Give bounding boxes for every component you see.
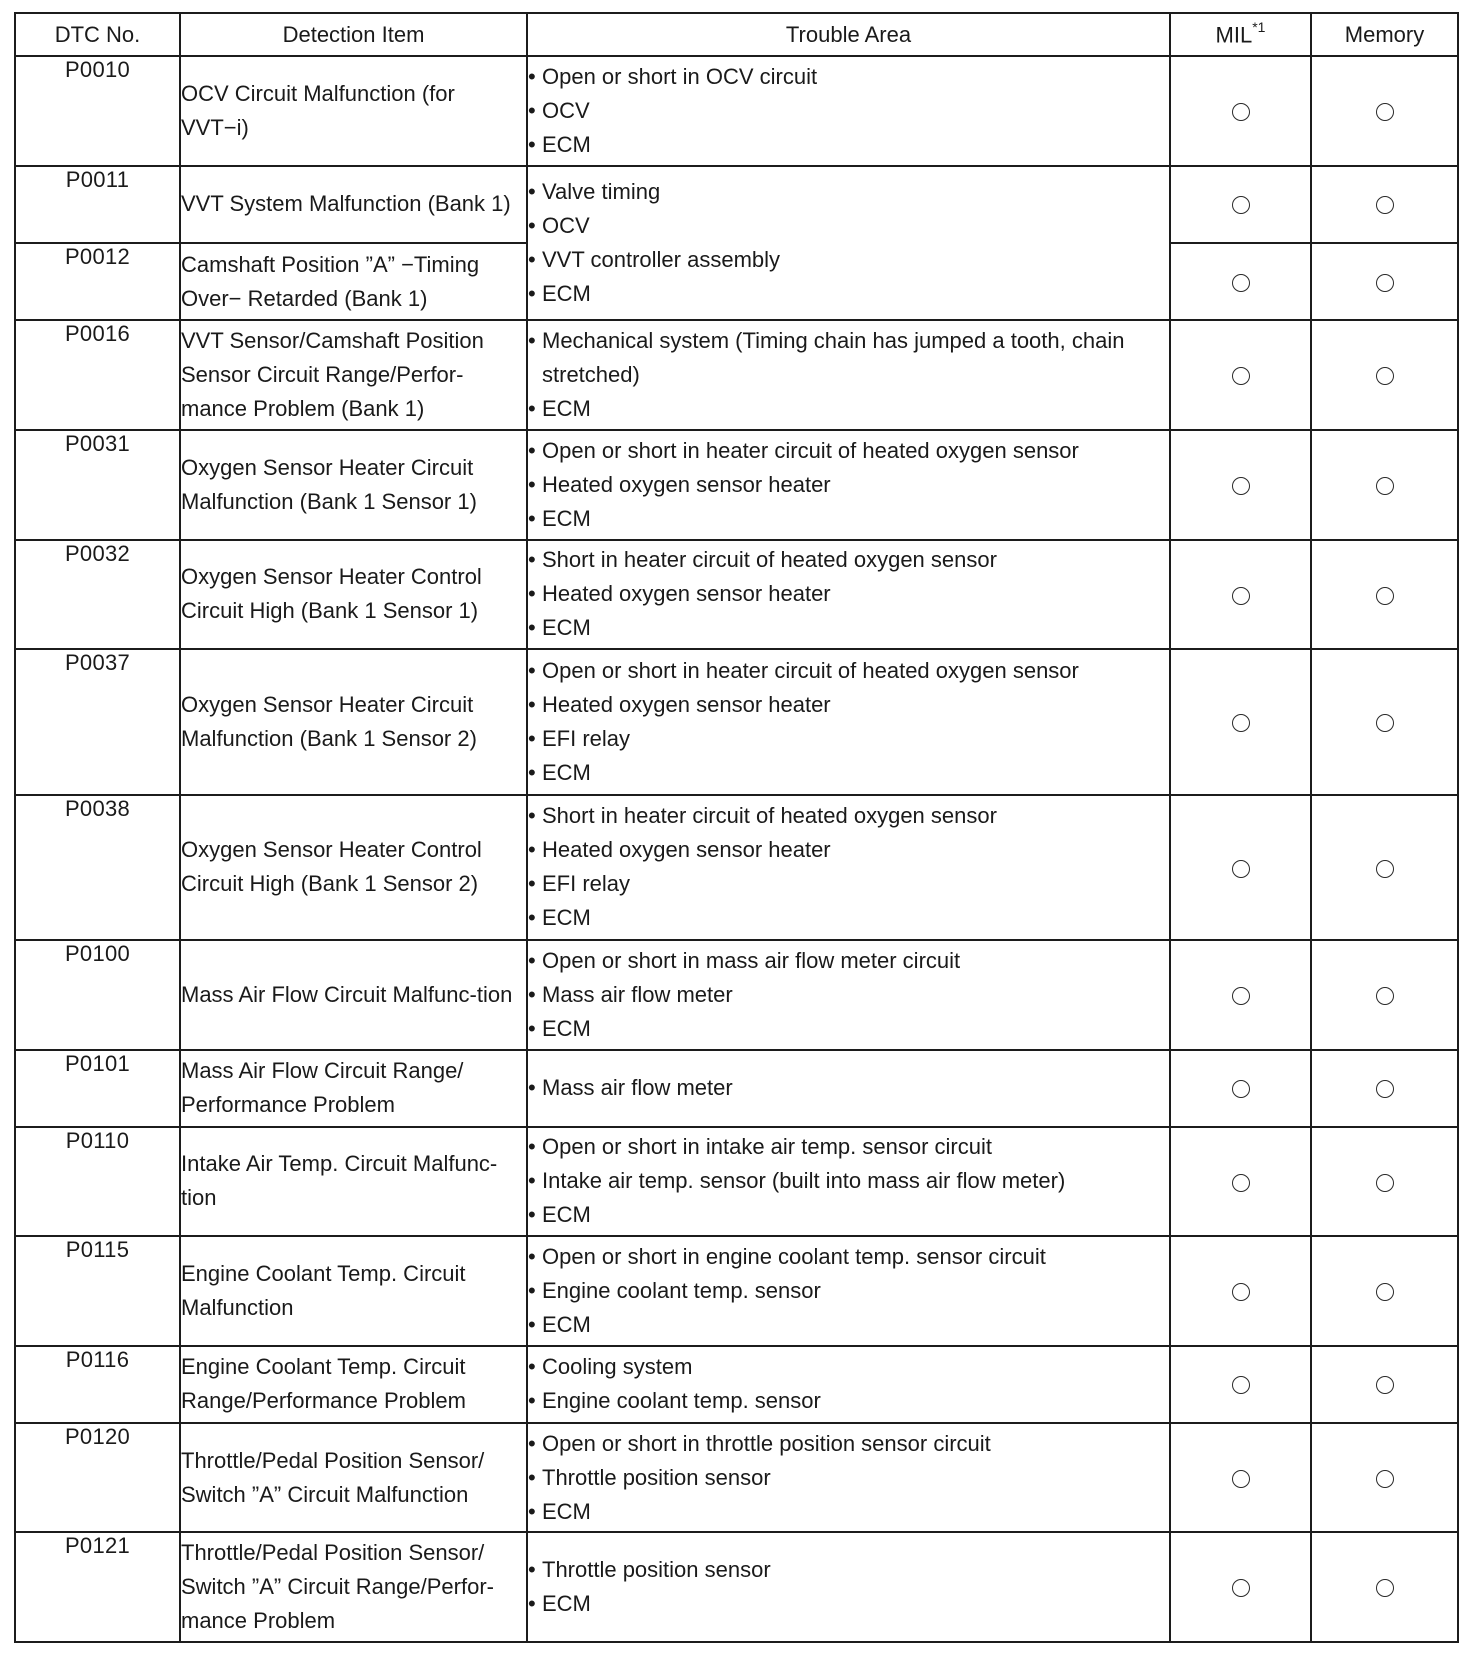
dtc-code: P0016 [15,320,180,430]
list-item: • ECM [528,1198,1169,1232]
detection-item: Camshaft Position ”A” −Timing Over− Retarded (Bank 1) [180,243,527,321]
list-item: • ECM [528,502,1169,536]
memory-indicator [1311,320,1458,430]
list-item: • Open or short in heater circuit of heated oxygen sensor [528,654,1169,688]
trouble-list [528,543,1169,645]
circle-icon [1232,367,1250,385]
list-item: • Throttle position sensor [528,1553,1169,1587]
list-item: • Throttle position sensor [528,1461,1169,1495]
memory-indicator [1311,1346,1458,1423]
table-row [15,795,1458,940]
trouble-area [527,1050,1170,1127]
circle-icon [1232,477,1250,495]
trouble-list [528,1130,1169,1232]
list-item: • Open or short in throttle position sensor circuit [528,1427,1169,1461]
dtc-code: P0116 [15,1346,180,1423]
list-item: • ECM [528,1587,1169,1621]
memory-indicator [1311,940,1458,1050]
table-row [15,1532,1458,1642]
list-item: • Open or short in OCV circuit [528,60,1169,94]
dtc-code: P0110 [15,1127,180,1237]
detection-item: Oxygen Sensor Heater Control Circuit High (Bank 1 Sensor 1) [180,540,527,650]
circle-icon [1232,274,1250,292]
circle-icon [1376,1579,1394,1597]
table-row [15,56,1458,166]
circle-icon [1376,1080,1394,1098]
list-item: • ECM [528,392,1169,426]
list-item: • Engine coolant temp. sensor [528,1384,1169,1418]
table-row [15,649,1458,794]
list-item: • Mechanical system (Timing chain has jumped a tooth, chain stretched) [528,324,1169,392]
trouble-area [527,649,1170,794]
list-item: • Engine coolant temp. sensor [528,1274,1169,1308]
list-item: • ECM [528,277,1169,311]
trouble-area [527,1236,1170,1346]
mil-indicator [1170,1346,1311,1423]
table-row [15,940,1458,1050]
dtc-code: P0120 [15,1423,180,1533]
list-item: • OCV [528,94,1169,128]
circle-icon [1376,587,1394,605]
circle-icon [1376,1174,1394,1192]
list-item: • Heated oxygen sensor heater [528,468,1169,502]
trouble-list [528,1427,1169,1529]
table-row [15,1423,1458,1533]
memory-indicator [1311,795,1458,940]
list-item: • Heated oxygen sensor heater [528,688,1169,722]
detection-item: Throttle/Pedal Position Sensor/ Switch ”A” Circuit Range/Perfor-mance Problem [180,1532,527,1642]
dtc-code: P0038 [15,795,180,940]
circle-icon [1232,860,1250,878]
footnote-marker: *1 [1252,18,1266,35]
circle-icon [1376,860,1394,878]
list-item: • EFI relay [528,722,1169,756]
mil-indicator [1170,166,1311,243]
circle-icon [1232,1376,1250,1394]
list-item: • Heated oxygen sensor heater [528,833,1169,867]
dtc-code: P0012 [15,243,180,321]
circle-icon [1376,103,1394,121]
list-item: • ECM [528,128,1169,162]
table-row [15,1127,1458,1237]
detection-item: Oxygen Sensor Heater Circuit Malfunction (Bank 1 Sensor 2) [180,649,527,794]
mil-indicator [1170,56,1311,166]
list-item: • VVT controller assembly [528,243,1169,277]
mil-indicator [1170,1236,1311,1346]
mil-indicator [1170,1423,1311,1533]
trouble-list [528,175,1169,311]
circle-icon [1232,714,1250,732]
trouble-list [528,1350,1169,1418]
header-row [15,13,1458,56]
mil-indicator [1170,795,1311,940]
list-item: • Mass air flow meter [528,978,1169,1012]
trouble-list [528,1553,1169,1621]
detection-item: Engine Coolant Temp. Circuit Malfunction [180,1236,527,1346]
list-item: • Cooling system [528,1350,1169,1384]
circle-icon [1232,103,1250,121]
circle-icon [1232,1470,1250,1488]
table-row [15,540,1458,650]
circle-icon [1376,1470,1394,1488]
dtc-code: P0010 [15,56,180,166]
circle-icon [1376,1283,1394,1301]
list-item: • Valve timing [528,175,1169,209]
mil-indicator [1170,540,1311,650]
detection-item: Mass Air Flow Circuit Malfunc-tion [180,940,527,1050]
list-item: • Intake air temp. sensor (built into mass air flow meter) [528,1164,1169,1198]
circle-icon [1376,714,1394,732]
memory-indicator [1311,1050,1458,1127]
circle-icon [1376,274,1394,292]
memory-indicator [1311,430,1458,540]
memory-indicator [1311,56,1458,166]
circle-icon [1376,1376,1394,1394]
detection-item: Engine Coolant Temp. Circuit Range/Performance Problem [180,1346,527,1423]
dtc-code: P0100 [15,940,180,1050]
list-item: • EFI relay [528,867,1169,901]
mil-indicator [1170,1050,1311,1127]
table-row [15,1346,1458,1423]
dtc-code: P0037 [15,649,180,794]
circle-icon [1232,587,1250,605]
list-item: • Short in heater circuit of heated oxygen sensor [528,799,1169,833]
header-mil-label: MIL [1215,22,1253,48]
memory-indicator [1311,1532,1458,1642]
list-item: • Short in heater circuit of heated oxygen sensor [528,543,1169,577]
trouble-area [527,1346,1170,1423]
trouble-area [527,1127,1170,1237]
detection-item: Mass Air Flow Circuit Range/ Performance Problem [180,1050,527,1127]
circle-icon [1376,196,1394,214]
trouble-area [527,540,1170,650]
mil-indicator [1170,320,1311,430]
circle-icon [1232,1174,1250,1192]
list-item: • ECM [528,901,1169,935]
memory-indicator [1311,166,1458,243]
dtc-code: P0101 [15,1050,180,1127]
header-trouble-area: Trouble Area [527,13,1170,56]
detection-item: Oxygen Sensor Heater Control Circuit High (Bank 1 Sensor 2) [180,795,527,940]
trouble-list [528,324,1169,426]
header-memory: Memory [1311,13,1458,56]
list-item: • Open or short in heater circuit of heated oxygen sensor [528,434,1169,468]
memory-indicator [1311,1127,1458,1237]
detection-item: Throttle/Pedal Position Sensor/ Switch ”A” Circuit Malfunction [180,1423,527,1533]
circle-icon [1232,987,1250,1005]
trouble-area [527,430,1170,540]
detection-item: Oxygen Sensor Heater Circuit Malfunction (Bank 1 Sensor 1) [180,430,527,540]
circle-icon [1232,1579,1250,1597]
circle-icon [1232,196,1250,214]
table-row [15,1236,1458,1346]
list-item: • Heated oxygen sensor heater [528,577,1169,611]
circle-icon [1232,1080,1250,1098]
header-dtc-no: DTC No. [15,13,180,56]
circle-icon [1376,367,1394,385]
table-row [15,430,1458,540]
list-item: • Open or short in mass air flow meter circuit [528,944,1169,978]
table-row [15,166,1458,243]
mil-indicator [1170,649,1311,794]
trouble-list [528,434,1169,536]
trouble-area [527,1423,1170,1533]
trouble-list [528,944,1169,1046]
mil-indicator [1170,243,1311,321]
trouble-area [527,166,1170,321]
memory-indicator [1311,540,1458,650]
detection-item: OCV Circuit Malfunction (for VVT−i) [180,56,527,166]
dtc-code: P0032 [15,540,180,650]
mil-indicator [1170,1127,1311,1237]
detection-item: Intake Air Temp. Circuit Malfunc-tion [180,1127,527,1237]
list-item: • ECM [528,1012,1169,1046]
list-item: • ECM [528,1495,1169,1529]
table-row [15,1050,1458,1127]
mil-indicator [1170,1532,1311,1642]
trouble-area [527,1532,1170,1642]
list-item: • OCV [528,209,1169,243]
trouble-area [527,56,1170,166]
table-row [15,320,1458,430]
dtc-code: P0031 [15,430,180,540]
dtc-table [14,12,1459,1643]
list-item: • ECM [528,756,1169,790]
detection-item: VVT Sensor/Camshaft Position Sensor Circuit Range/Perfor-mance Problem (Bank 1) [180,320,527,430]
trouble-list [528,1071,1169,1105]
list-item: • ECM [528,611,1169,645]
memory-indicator [1311,1423,1458,1533]
trouble-list [528,654,1169,790]
circle-icon [1376,987,1394,1005]
circle-icon [1232,1283,1250,1301]
memory-indicator [1311,1236,1458,1346]
circle-icon [1376,477,1394,495]
table-body [15,56,1458,1642]
trouble-list [528,1240,1169,1342]
list-item: • Open or short in engine coolant temp. sensor circuit [528,1240,1169,1274]
list-item: • ECM [528,1308,1169,1342]
dtc-code: P0121 [15,1532,180,1642]
dtc-code: P0115 [15,1236,180,1346]
dtc-code: P0011 [15,166,180,243]
list-item: • Open or short in intake air temp. sensor circuit [528,1130,1169,1164]
trouble-area [527,320,1170,430]
trouble-area [527,795,1170,940]
detection-item: VVT System Malfunction (Bank 1) [180,166,527,243]
mil-indicator [1170,940,1311,1050]
memory-indicator [1311,649,1458,794]
list-item: • Mass air flow meter [528,1071,1169,1105]
header-detection-item: Detection Item [180,13,527,56]
header-mil [1170,13,1311,56]
memory-indicator [1311,243,1458,321]
trouble-list [528,799,1169,935]
trouble-area [527,940,1170,1050]
trouble-list [528,60,1169,162]
mil-indicator [1170,430,1311,540]
